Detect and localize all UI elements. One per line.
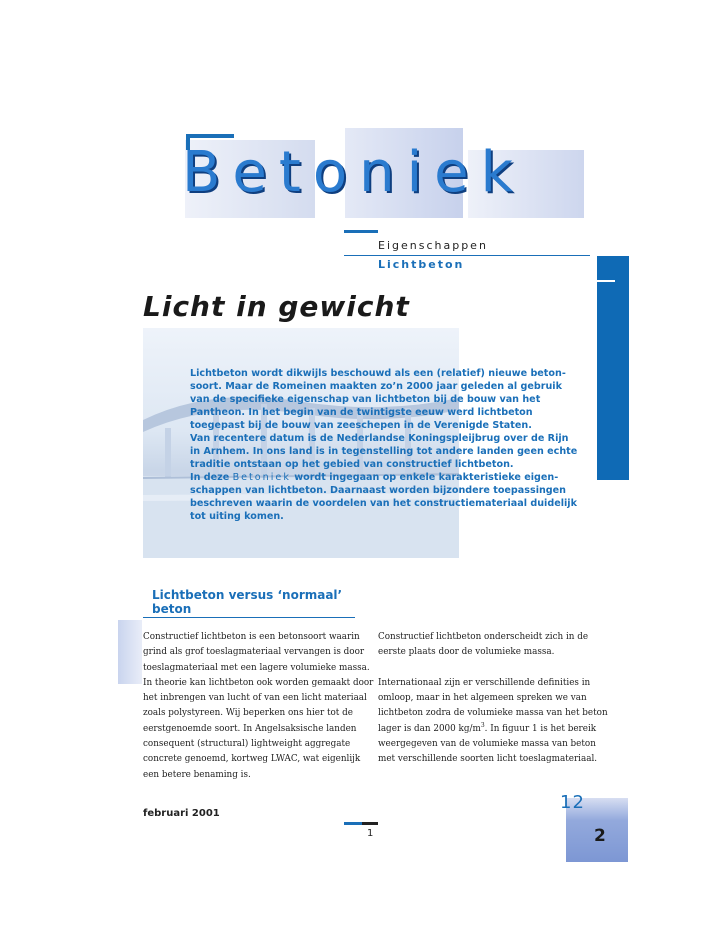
article-intro	[190, 367, 578, 523]
body-accent-block	[118, 620, 142, 684]
intro-line: toegepast bij de bouw van zeeschepen in de Verenigde Staten.	[190, 420, 532, 431]
body-line: toeslagmateriaal met een lagere volumieke massa.	[143, 662, 370, 673]
intro-line: soort. Maar de Romeinen maakten zo’n 2000 jaar geleden al gebruik	[190, 381, 562, 392]
body-line: lichtbeton zodra de volumieke massa van het beton	[378, 708, 608, 719]
body-line: zoals polystyreen. Wij beperken ons hier tot de	[143, 708, 353, 719]
side-tab-marker	[597, 280, 615, 282]
subheading-line: Lichtbeton versus ‘normaal’	[152, 588, 343, 602]
footer-date: februari 2001	[143, 808, 220, 819]
intro-line: Lichtbeton wordt dikwijls beschouwd als een (relatief) nieuwe beton-	[190, 368, 566, 379]
section-subheading	[152, 588, 342, 616]
intro-line: van de specifieke eigenschap van lichtbeton bij de bouw van het	[190, 394, 541, 405]
body-line	[378, 721, 597, 737]
body-line: met verschillende soorten licht toeslagmateriaal.	[378, 754, 598, 765]
unit-superscript: 3	[480, 721, 485, 729]
subheading-rule	[143, 617, 355, 618]
body-line: Constructief lichtbeton is een betonsoort waarin	[143, 632, 360, 642]
issue-number: 2	[594, 826, 606, 846]
intro-line: schappen van lichtbeton. Daarnaast worden bijzondere toepassingen	[190, 485, 567, 496]
body-line: weergegeven van de volumieke massa van beton	[378, 739, 596, 750]
body-line-suffix: . In figuur 1 is het bereik	[484, 723, 597, 734]
section-rule	[344, 255, 590, 256]
body-line: In theorie kan lichtbeton ook worden gemaakt door	[143, 677, 374, 688]
paragraph-gap	[378, 661, 593, 676]
page-number: 1	[367, 828, 374, 839]
body-line: grind als grof toeslagmateriaal vervangen is door	[143, 647, 365, 658]
issue-volume: 12	[560, 792, 585, 813]
body-column-right	[378, 630, 608, 768]
body-line-prefix: lager is dan 2000 kg/m	[378, 723, 481, 734]
intro-line: beschreven waarin de voordelen van het constructiemateriaal duidelijk	[190, 498, 577, 509]
section-tick	[344, 230, 378, 233]
intro-line: Pantheon. In het begin van de twintigste eeuw werd lichtbeton	[190, 407, 533, 418]
body-line: het inbrengen van lucht of van een licht materiaal	[143, 693, 367, 704]
page-number-bar-dark	[362, 822, 378, 825]
subheading-line: beton	[152, 602, 192, 616]
intro-line: in Arnhem. In ons land is in tegenstelling tot andere landen geen echte	[190, 446, 578, 457]
article-title: Licht in gewicht	[143, 290, 410, 323]
intro-line-suffix: wordt ingegaan op enkele karakteristieke eigen-	[294, 472, 559, 483]
masthead-title: Betoniek	[182, 140, 526, 205]
body-line: een betere benaming is.	[143, 769, 251, 780]
body-line: omloop, maar in het algemeen spreken we van	[378, 693, 587, 704]
body-line: eerstgenoemde soort. In Angelsaksische landen	[143, 723, 357, 734]
section-category: Eigenschappen	[378, 239, 488, 252]
body-line: eerste plaats door de volumieke massa.	[378, 647, 555, 658]
body-line: consequent (structural) lightweight aggregate	[143, 739, 351, 750]
intro-line	[190, 471, 570, 484]
intro-line: tot uiting komen.	[190, 511, 284, 522]
masthead-corner-mark	[186, 134, 234, 138]
intro-line-prefix: In deze	[190, 472, 230, 483]
intro-line: traditie ontstaan op het gebied van constructief lichtbeton.	[190, 459, 514, 470]
body-line: concrete genoemd, kortweg LWAC, wat eigenlijk	[143, 754, 361, 765]
body-line: Constructief lichtbeton onderscheidt zich in de	[378, 632, 589, 642]
intro-line: Van recentere datum is de Nederlandse Koningspleijbrug over de Rijn	[190, 433, 569, 444]
body-line: Internationaal zijn er verschillende definities in	[378, 677, 591, 688]
section-topic: Lichtbeton	[378, 258, 465, 271]
side-tab	[597, 256, 629, 480]
page-number-bar-blue	[344, 822, 362, 825]
body-column-left	[143, 630, 374, 783]
intro-brand-name: Betoniek	[232, 472, 291, 483]
